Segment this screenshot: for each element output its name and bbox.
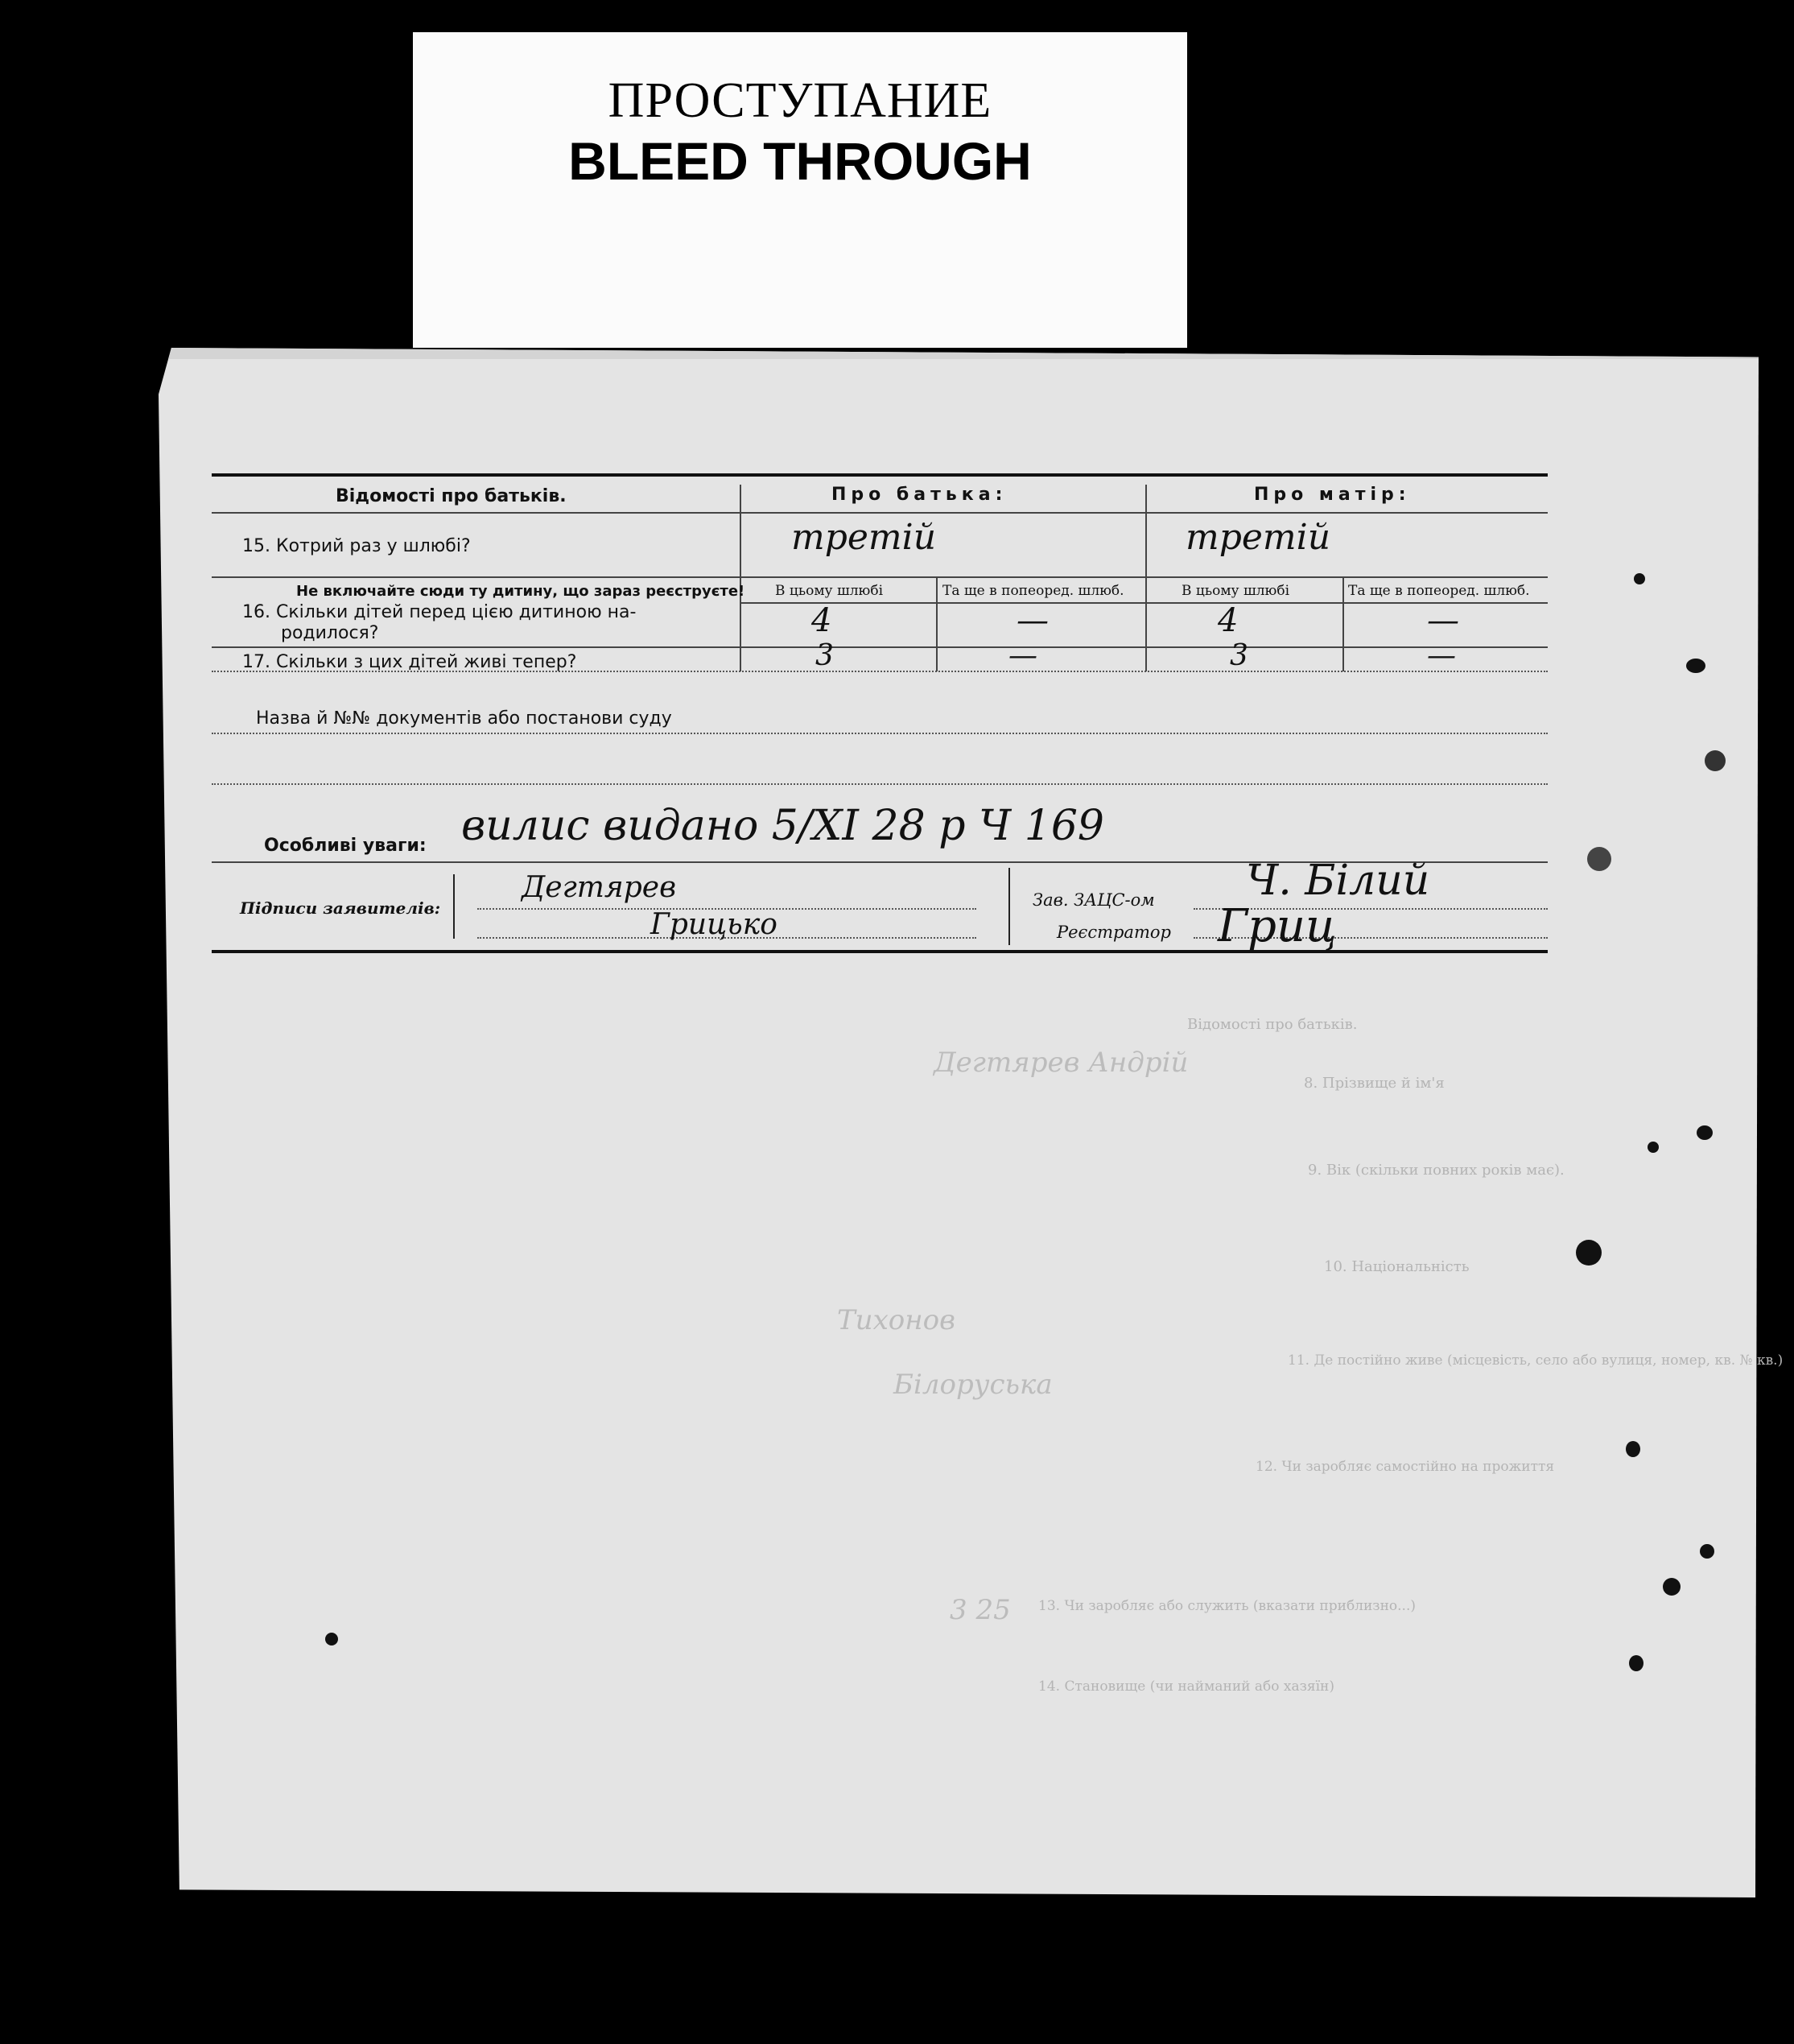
row-rule <box>212 733 1548 734</box>
ghost-handwriting: Дегтярев Андрій <box>934 1047 1189 1079</box>
header-father: Про батька: <box>831 485 1008 505</box>
notes-label: Особливі уваги: <box>264 836 427 856</box>
q17-father-current: 3 <box>815 639 834 672</box>
punch-hole <box>1576 1240 1602 1266</box>
punch-hole <box>1700 1544 1714 1559</box>
q16-father-sub-current: В цьому шлюбі <box>775 583 884 599</box>
top-rule <box>212 473 1548 477</box>
ghost-handwriting: Білоруська <box>893 1369 1053 1401</box>
registrar-label: Реєстратор <box>1057 923 1171 942</box>
column-divider <box>1145 485 1147 671</box>
header-rule <box>212 512 1548 514</box>
registrar-signature: Гриц <box>1218 900 1338 952</box>
q17-mother-previous: — <box>1427 639 1456 672</box>
column-divider <box>936 578 938 671</box>
ghost-line: 12. Чи заробляє самостійно на прожиття <box>1256 1459 1555 1475</box>
punch-hole <box>1587 847 1611 871</box>
signatures-label: Підписи заявителів: <box>240 898 441 918</box>
ghost-line: 9. Вік (скільки повних років має). <box>1308 1162 1565 1179</box>
punch-hole <box>1697 1125 1713 1140</box>
label-russian: ПРОСТУПАНИЕ <box>608 73 992 128</box>
q15-father-answer: третій <box>791 517 937 558</box>
q15-label: 15. Котрий раз у шлюбі? <box>242 536 471 556</box>
notes-value: вилис видано 5/XI 28 р Ч 169 <box>461 802 1104 850</box>
punch-hole <box>1626 1441 1640 1457</box>
q15-mother-answer: третій <box>1186 517 1331 558</box>
q16-mother-sub-previous: Та ще в попеоред. шлюб. <box>1348 583 1530 599</box>
column-divider <box>1342 578 1344 671</box>
ghost-line: Відомості про батьків. <box>1187 1016 1358 1033</box>
q16-label: 16. Скільки дітей перед цією дитиною на- <box>242 602 637 622</box>
row-rule <box>212 783 1548 785</box>
punch-hole <box>1634 573 1645 584</box>
column-divider <box>740 485 741 671</box>
q16-label-continued: родилося? <box>281 623 379 643</box>
q16-mother-sub-current: В цьому шлюбі <box>1182 583 1290 599</box>
punch-hole <box>1629 1655 1643 1671</box>
signature-bracket <box>453 874 455 939</box>
q16-note: Не включайте сюди ту дитину, що зараз реєструєте! <box>296 583 745 600</box>
signature-divider <box>1008 868 1010 945</box>
target-label-card <box>413 32 1187 348</box>
ghost-line: 11. Де постійно живе (місцевість, село або вулиця, номер, кв. № кв.) <box>1288 1352 1784 1369</box>
label-english: BLEED THROUGH <box>568 131 1032 191</box>
head-label: Зав. ЗАЦС-ом <box>1033 890 1155 910</box>
ghost-handwriting: Тихонов <box>837 1304 955 1336</box>
punch-hole <box>1705 750 1726 771</box>
applicant-signature-2: Грицько <box>650 908 777 941</box>
ghost-line: 13. Чи заробляє або служить (вказати приблизно...) <box>1038 1598 1416 1614</box>
sheet-edge <box>155 348 1759 359</box>
punch-hole <box>1663 1578 1681 1596</box>
q16-mother-previous: — <box>1427 602 1459 639</box>
q16-father-current: 4 <box>811 602 832 639</box>
punch-hole <box>1686 659 1705 673</box>
row-rule <box>212 646 1548 648</box>
q17-mother-current: 3 <box>1230 639 1248 672</box>
applicant-signature-1: Дегтярев <box>522 871 677 904</box>
q16-father-sub-previous: Та ще в попеоред. шлюб. <box>942 583 1124 599</box>
ghost-line: 8. Прізвище й ім'я <box>1304 1075 1445 1092</box>
header-mother: Про матір: <box>1254 485 1411 505</box>
ghost-line: 10. Національність <box>1324 1258 1470 1275</box>
punch-hole <box>1648 1142 1659 1153</box>
punch-hole <box>325 1633 338 1646</box>
row-rule <box>212 576 1548 578</box>
ghost-handwriting: 3 25 <box>950 1594 1011 1626</box>
q16-father-previous: — <box>1017 602 1049 639</box>
registration-form <box>212 473 1548 956</box>
header-parents-info: Відомості про батьків. <box>336 486 567 506</box>
ghost-line: 14. Становище (чи найманий або хазяїн) <box>1038 1679 1335 1695</box>
head-signature: Ч. Білий <box>1246 857 1430 905</box>
bottom-rule <box>212 950 1548 953</box>
q17-label: 17. Скільки з цих дітей живі тепер? <box>242 652 577 672</box>
q16-mother-current: 4 <box>1218 602 1239 639</box>
q17-father-previous: — <box>1008 639 1037 672</box>
documents-label: Назва й №№ документів або постанови суду <box>256 708 672 729</box>
